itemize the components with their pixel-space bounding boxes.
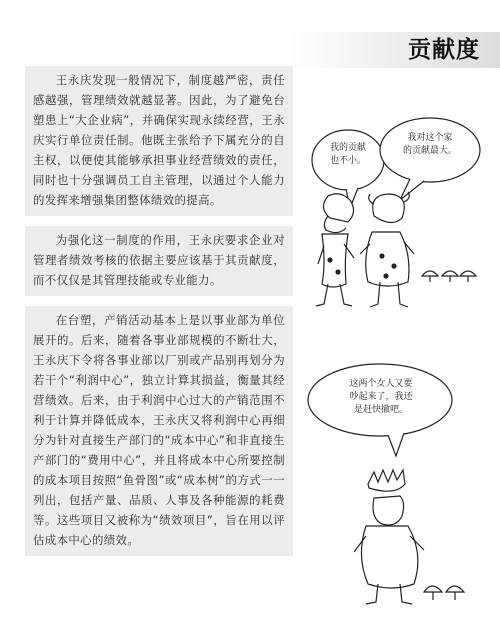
bubble-2-text: [390, 132, 470, 158]
bubble-3-line-1: 这两个女人又要: [349, 379, 413, 389]
paragraph-1: 王永庆发现一般情况下，制度越严密，责任感越强，管理绩效就越显著。因此，为了避免台塑患上“大企业病”，并确保实现永续经营，王永庆实行单位责任制。他既主张给予下属充分的自主权，以便使其能够承担事业经营绩效的责任，同时也十分强调员工自主管理，以通过个人能力的发挥来增强集团整体绩效的提高。: [25, 66, 293, 216]
bubble-3-text: [326, 378, 436, 417]
cartoon-illustration: [300, 100, 490, 620]
man-figure: [354, 470, 424, 604]
small-huts-2: [424, 586, 464, 600]
woman-left-figure: [316, 194, 354, 306]
paragraph-2: 为强化这一制度的作用，王永庆要求企业对管理者绩效考核的依据主要应该基于其贡献度，而不仅仅是其管理技能或专业能力。: [25, 226, 293, 296]
woman-right-figure: [360, 192, 414, 307]
paragraph-3: 在台塑，产销活动基本上是以事业部为单位展开的。后来，随着各事业部规模的不断壮大，王永庆下令将各事业部以厂别或产品别再划分为若干个“利润中心”，独立计算其损益，衡量其经营绩效。后来，由于利润中心过大的产销范围不利于计算并降低成本，王永庆又将利润中心再细分为针对直接生产部门的“成本中心”和非直接生产部门的“费用中心”，并且将成本中心所要控制的成本项目按照“鱼骨图”或“成本树”的方式一一列出，包括产量、品质、人事及各种能源的耗费等。这些项目又被称为“绩效项目”，旨在用以评估成本中心的绩效。: [25, 306, 293, 556]
bubble-3-line-2: 吵起来了，我还: [349, 392, 413, 402]
small-huts-1: [422, 271, 476, 282]
bubble-2-line-1: 我对这个家: [407, 133, 453, 143]
bubble-1-line-1: 我的贡献: [329, 143, 366, 153]
title-band: [290, 32, 500, 68]
bubble-3-line-3: 是赶快撤吧。: [353, 405, 408, 415]
bubble-1-line-2: 也不小。: [329, 156, 366, 166]
text-column: [25, 66, 293, 556]
bubble-1-text: [318, 142, 378, 168]
page-title: 贡献度: [408, 36, 480, 63]
bubble-2-line-2: 的贡献最大。: [402, 146, 457, 156]
cartoon-drawing: [300, 100, 490, 620]
